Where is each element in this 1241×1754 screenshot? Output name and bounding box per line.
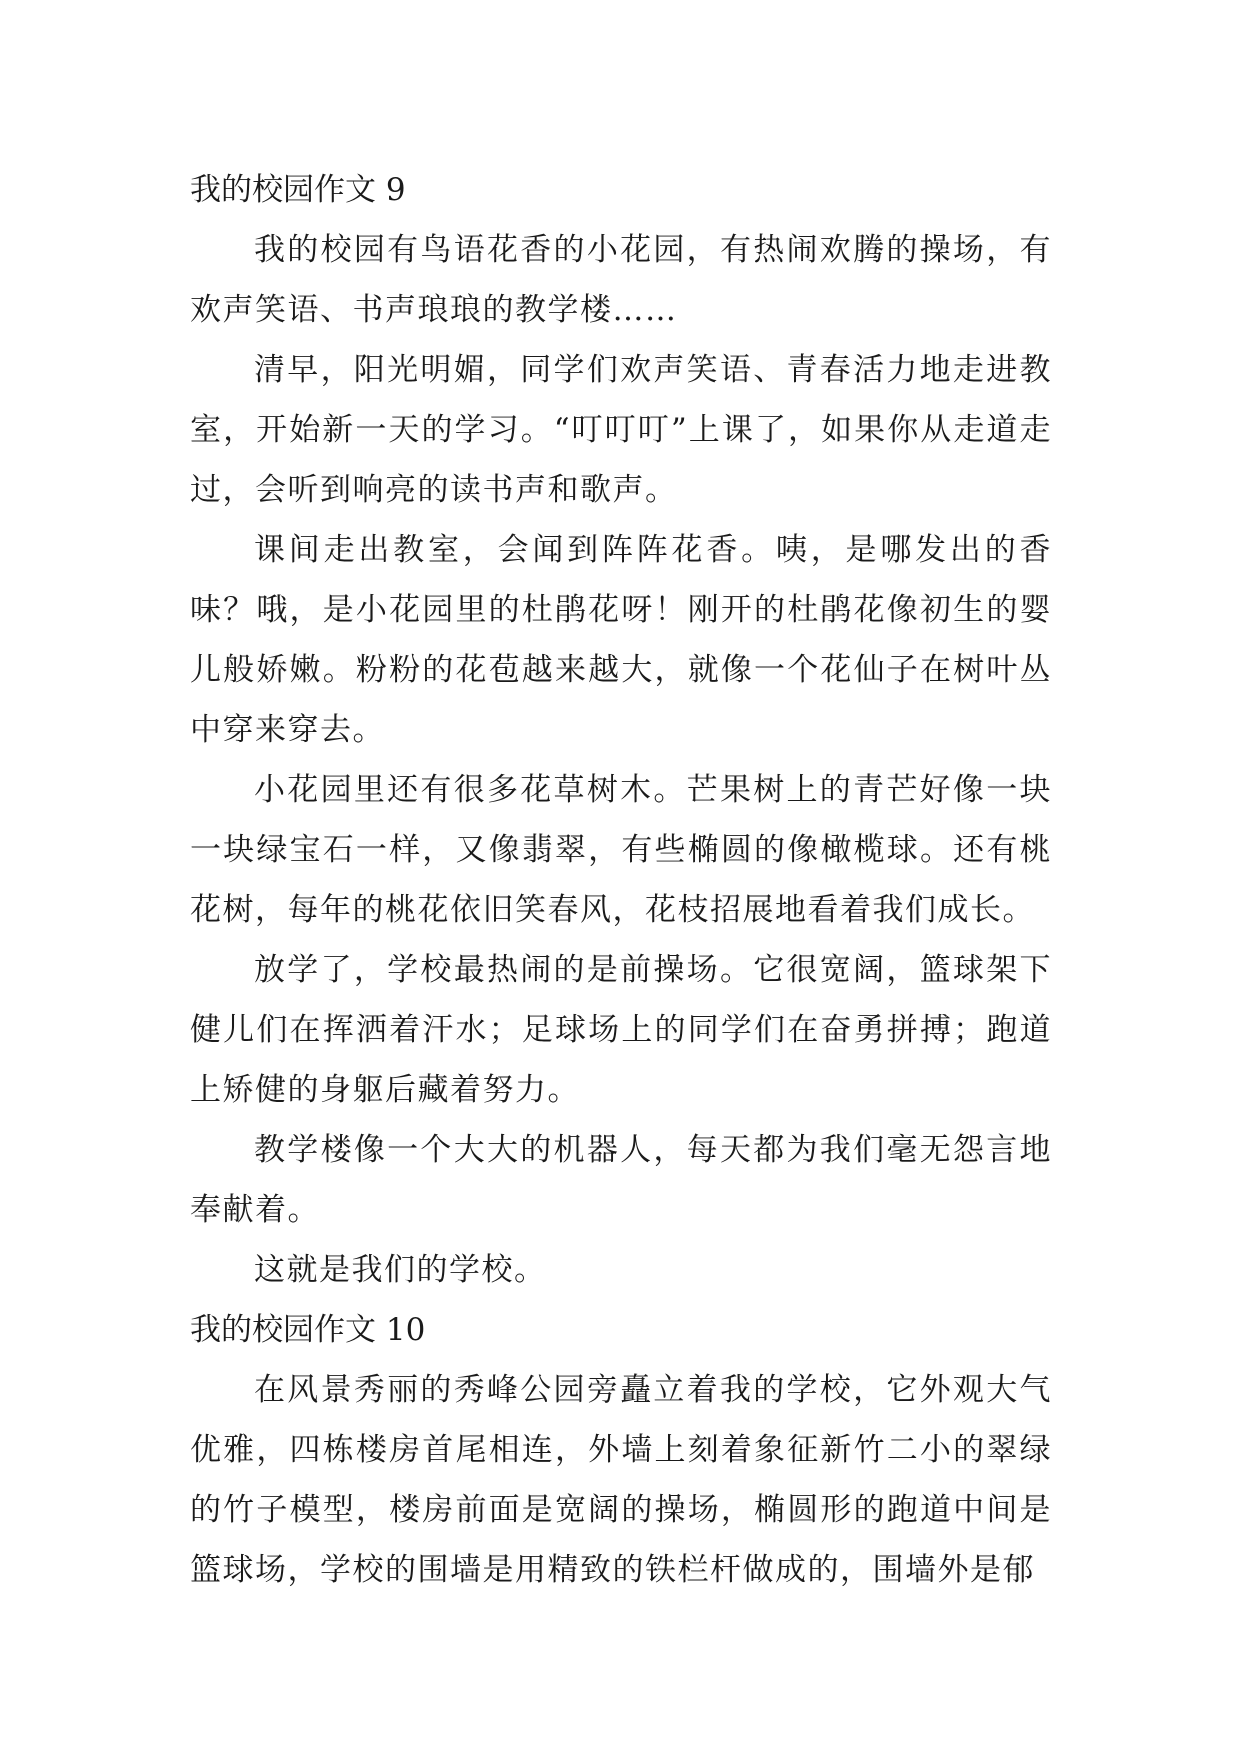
- paragraph: 这就是我们的学校。: [254, 1252, 547, 1288]
- paragraph: 放学了，学校最热闹的是前操场。它很宽阔，篮球架下健儿们在挥洒着汗水；足球场上的同学们在奋勇拼搏；跑道上矫健的身躯后藏着努力。: [190, 952, 1052, 1108]
- essay-10: [190, 1300, 1052, 1600]
- essay-9: [190, 160, 1052, 1300]
- paragraph: 教学楼像一个大大的机器人，每天都为我们毫无怨言地奉献着。: [190, 1132, 1052, 1228]
- paragraph: 在风景秀丽的秀峰公园旁矗立着我的学校，它外观大气优雅，四栋楼房首尾相连，外墙上刻着象征新竹二小的翠绿的竹子模型，楼房前面是宽阔的操场，椭圆形的跑道中间是篮球场，学校的围墙是用精致的铁栏杆做成的，围墙外是郁: [190, 1372, 1052, 1588]
- paragraph: 课间走出教室，会闻到阵阵花香。咦，是哪发出的香味？哦，是小花园里的杜鹃花呀！刚开的杜鹃花像初生的婴儿般娇嫩。粉粉的花苞越来越大，就像一个花仙子在树叶丛中穿来穿去。: [190, 532, 1052, 748]
- paragraph: 清早，阳光明媚，同学们欢声笑语、青春活力地走进教室，开始新一天的学习。“叮叮叮”上课了，如果你从走道走过，会听到响亮的读书声和歌声。: [190, 352, 1052, 508]
- document-body: [190, 160, 1052, 1600]
- essay-title: 我的校园作文 9: [190, 172, 406, 208]
- paragraph: 我的校园有鸟语花香的小花园，有热闹欢腾的操场，有欢声笑语、书声琅琅的教学楼……: [190, 232, 1052, 328]
- paragraph: 小花园里还有很多花草树木。芒果树上的青芒好像一块一块绿宝石一样，又像翡翠，有些椭圆的像橄榄球。还有桃花树，每年的桃花依旧笑春风，花枝招展地看着我们成长。: [190, 772, 1052, 928]
- essay-title: 我的校园作文 10: [190, 1312, 426, 1348]
